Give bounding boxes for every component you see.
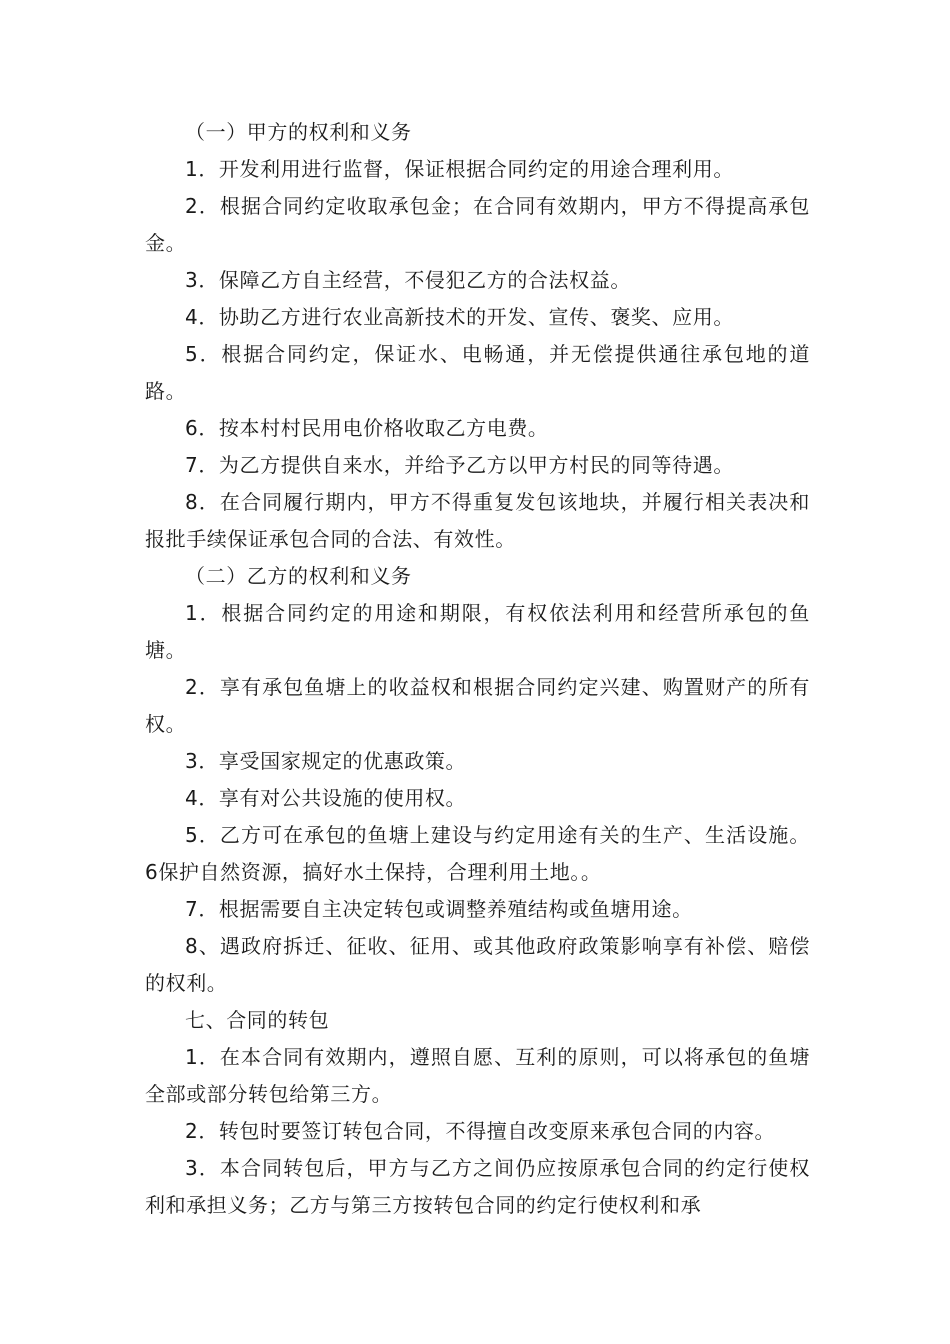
- clause-b-3: 3．享受国家规定的优惠政策。: [185, 749, 467, 773]
- clause-b-8: 8、遇政府拆迁、征收、征用、或其他政府政策影响享有补偿、赔偿的权利。: [145, 934, 810, 995]
- clause-a-7: 7．为乙方提供自来水，并给予乙方以甲方村民的同等待遇。: [185, 453, 734, 477]
- clause-a-8: 8．在合同履行期内，甲方不得重复发包该地块，并履行相关表决和报批手续保证承包合同的合法、有效性。: [145, 490, 810, 551]
- clause-a-4: 4．协助乙方进行农业高新技术的开发、宣传、褒奖、应用。: [185, 305, 734, 329]
- document-body: [145, 114, 810, 1224]
- clause-a-2: 2．根据合同约定收取承包金；在合同有效期内，甲方不得提高承包金。: [145, 194, 810, 255]
- clause-b-5-6: 5．乙方可在承包的鱼塘上建设与约定用途有关的生产、生活设施。 6保护自然资源，搞好水土保持，合理利用土地。。: [145, 823, 810, 884]
- clause-b-2: 2．享有承包鱼塘上的收益权和根据合同约定兴建、购置财产的所有权。: [145, 675, 810, 736]
- clause-c-1: 1．在本合同有效期内，遵照自愿、互利的原则，可以将承包的鱼塘全部或部分转包给第三方。: [145, 1045, 810, 1106]
- clause-c-3: 3．本合同转包后，甲方与乙方之间仍应按原承包合同的约定行使权利和承担义务；乙方与第三方按转包合同的约定行使权利和承: [145, 1156, 810, 1217]
- clause-a-3: 3．保障乙方自主经营，不侵犯乙方的合法权益。: [185, 268, 631, 292]
- clause-a-6: 6．按本村村民用电价格收取乙方电费。: [185, 416, 549, 440]
- clause-b-1: 1．根据合同约定的用途和期限，有权依法利用和经营所承包的鱼塘。: [145, 601, 810, 662]
- clause-a-5: 5．根据合同约定，保证水、电畅通，并无偿提供通往承包地的道路。: [145, 342, 810, 403]
- clause-a-1: 1．开发利用进行监督，保证根据合同约定的用途合理利用。: [185, 157, 734, 181]
- clause-b-7: 7．根据需要自主决定转包或调整养殖结构或鱼塘用途。: [185, 897, 693, 921]
- section-heading-party-a: （一）甲方的权利和义务: [185, 120, 412, 144]
- section-heading-party-b: （二）乙方的权利和义务: [185, 564, 412, 588]
- section-heading-subcontract: 七、合同的转包: [185, 1008, 330, 1032]
- clause-c-2: 2．转包时要签订转包合同，不得擅自改变原来承包合同的内容。: [185, 1119, 776, 1143]
- clause-b-4: 4．享有对公共设施的使用权。: [185, 786, 467, 810]
